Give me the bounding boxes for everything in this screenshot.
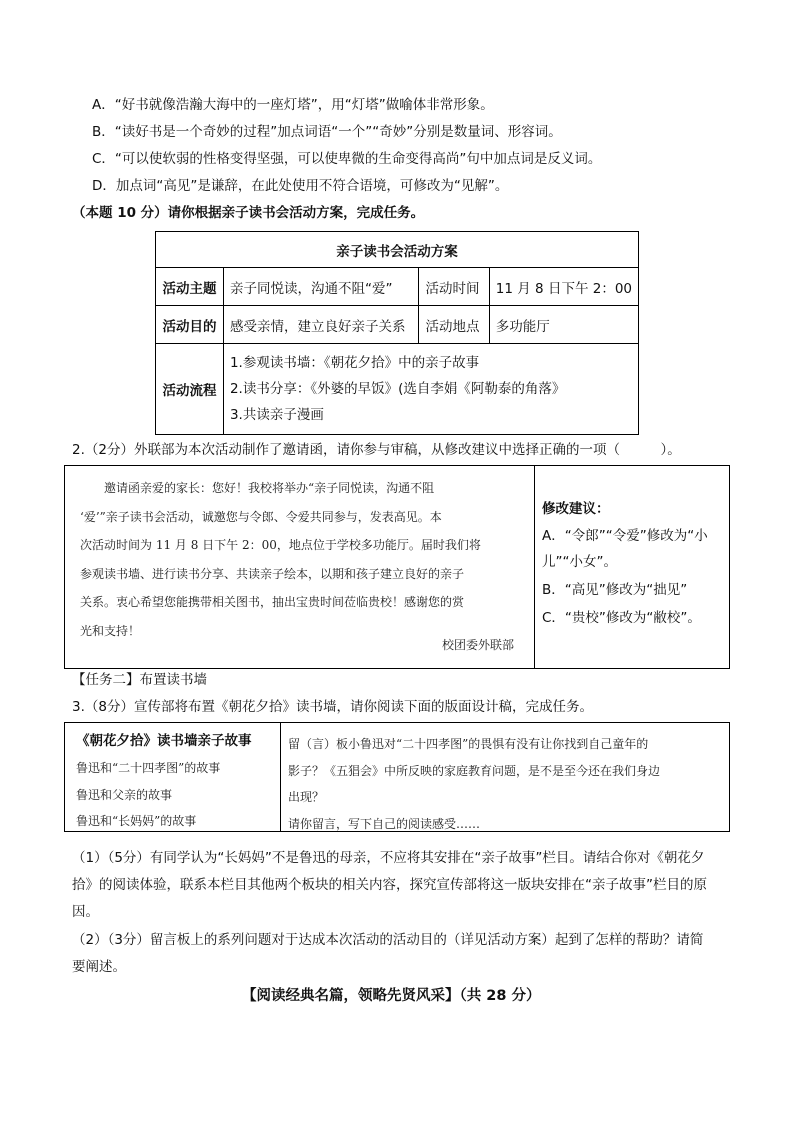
wall-item: 鲁迅和父亲的故事 [76,788,173,802]
letter-line: ‘爱’”亲子读书会活动，诚邀您与令郎、令爱共同参与，发表高见。本 [80,509,442,524]
flow-item: 2.读书分享：《外婆的早饭》(选自李娟《阿勒泰的角落》 [229,381,566,397]
sub-question-1 [72,845,707,926]
sub2-line: （2）（3分）留言板上的系列问题对于达成本次活动的活动目的（详见活动方案）起到了怎样的帮助？请简 [72,932,704,948]
option-d: D．加点词“高见”是谦辞，在此处使用不符合语境，可修改为“见解”。 [92,178,509,194]
plan-table [155,231,639,435]
sub1-line: 因。 [72,904,99,920]
board-line: 请你留言，写下自己的阅读感受…… [288,816,481,831]
wall-item: 鲁迅和“二十四孝图”的故事 [76,761,221,775]
task2-title: 【任务二】布置读书墙 [72,672,207,688]
flow-item: 1.参观读书墙：《朝花夕拾》中的亲子故事 [229,355,480,371]
suggestion-b: B．“高见”修改为“拙见” [542,582,688,598]
suggestion-c: C．“贵校”修改为“敝校”。 [542,610,701,626]
letter-line: 参观读书墙、进行读书分享、共读亲子绘本，以期和孩子建立良好的亲子 [80,566,465,581]
option-c: C．“可以使软弱的性格变得坚强，可以使卑微的生命变得高尚”句中加点词是反义词。 [92,151,602,167]
q3-stem: 3.（8分）宣传部将布置《朝花夕拾》读书墙，请你阅读下面的版面设计稿，完成任务。 [72,699,593,715]
time-value: 11 月 8 日下午 2：00 [489,268,638,306]
letter-line: 邀请函亲爱的家长：您好！我校将举办“亲子同悦读，沟通不阻 [104,481,435,495]
message-board [288,731,660,837]
purpose-value: 感受亲情，建立良好亲子关系 [223,306,419,344]
place-label: 活动地点 [419,306,489,344]
letter-line: 光和支持！ [80,623,141,638]
board-line: 留（言）板小鲁迅对“二十四孝图”的畏惧有没有让你找到自己童年的 [288,737,649,751]
flow-item: 3.共读亲子漫画 [229,407,324,423]
sub-question-2 [72,927,703,981]
suggest-title: 修改建议： [542,501,610,517]
letter-line: 关系。衷心希望您能携带相关图书，抽出宝贵时间莅临贵校！感谢您的赏 [80,595,465,609]
purpose-label: 活动目的 [156,306,224,344]
letter-line: 次活动时间为 11 月 8 日下午 2：00，地点位于学校多功能厅。届时我们将 [80,538,481,552]
signature: 校团委外联部 [442,638,515,652]
time-label: 活动时间 [419,268,489,306]
divider [280,722,281,831]
flow-list [223,344,638,435]
sub1-line: 拾》的阅读体验，联系本栏目其他两个板块的相关内容，探究宣传部将这一版块安排在“亲子故事”栏目的原 [72,877,707,893]
wall-item: 鲁迅和“长妈妈”的故事 [76,814,197,828]
divider [534,465,535,668]
place-value: 多功能厅 [489,306,638,344]
q2-stem: 2.（2分）外联部为本次活动制作了邀请函，请你参与审稿，从修改建议中选择正确的一项（ ）。 [72,442,681,458]
option-a: A．“好书就像浩瀚大海中的一座灯塔”，用“灯塔”做喻体非常形象。 [92,97,494,113]
sub2-line: 要阐述。 [72,959,126,975]
suggestion-a-cont: 儿”“小女”。 [542,554,617,570]
flow-label: 活动流程 [156,344,224,435]
invitation-letter [80,474,524,645]
board-line: 出现？ [288,790,325,804]
theme-value: 亲子同悦读，沟通不阻“爱” [223,268,419,306]
option-b: B．“读好书是一个奇妙的过程”加点词语“一个”“奇妙”分别是数量词、形容词。 [92,124,562,140]
section-footer: 【阅读经典名篇，领略先贤风采】（共 28 分） [242,988,541,1004]
wall-title: 《朝花夕拾》读书墙亲子故事 [76,733,252,749]
suggestion-a: A．“令郎”“令爱”修改为“小 [542,528,708,544]
sub1-line: （1）（5分）有同学认为“长妈妈”不是鲁迅的母亲，不应将其安排在“亲子故事”栏目。请结合你对《朝花夕 [72,850,705,866]
board-line: 影子？《五猖会》中所反映的家庭教育问题，是不是至今还在我们身边 [288,763,661,778]
theme-label: 活动主题 [156,268,224,306]
plan-title: 亲子读书会活动方案 [156,232,639,268]
section-intro: （本题 10 分）请你根据亲子读书会活动方案，完成任务。 [72,205,425,221]
